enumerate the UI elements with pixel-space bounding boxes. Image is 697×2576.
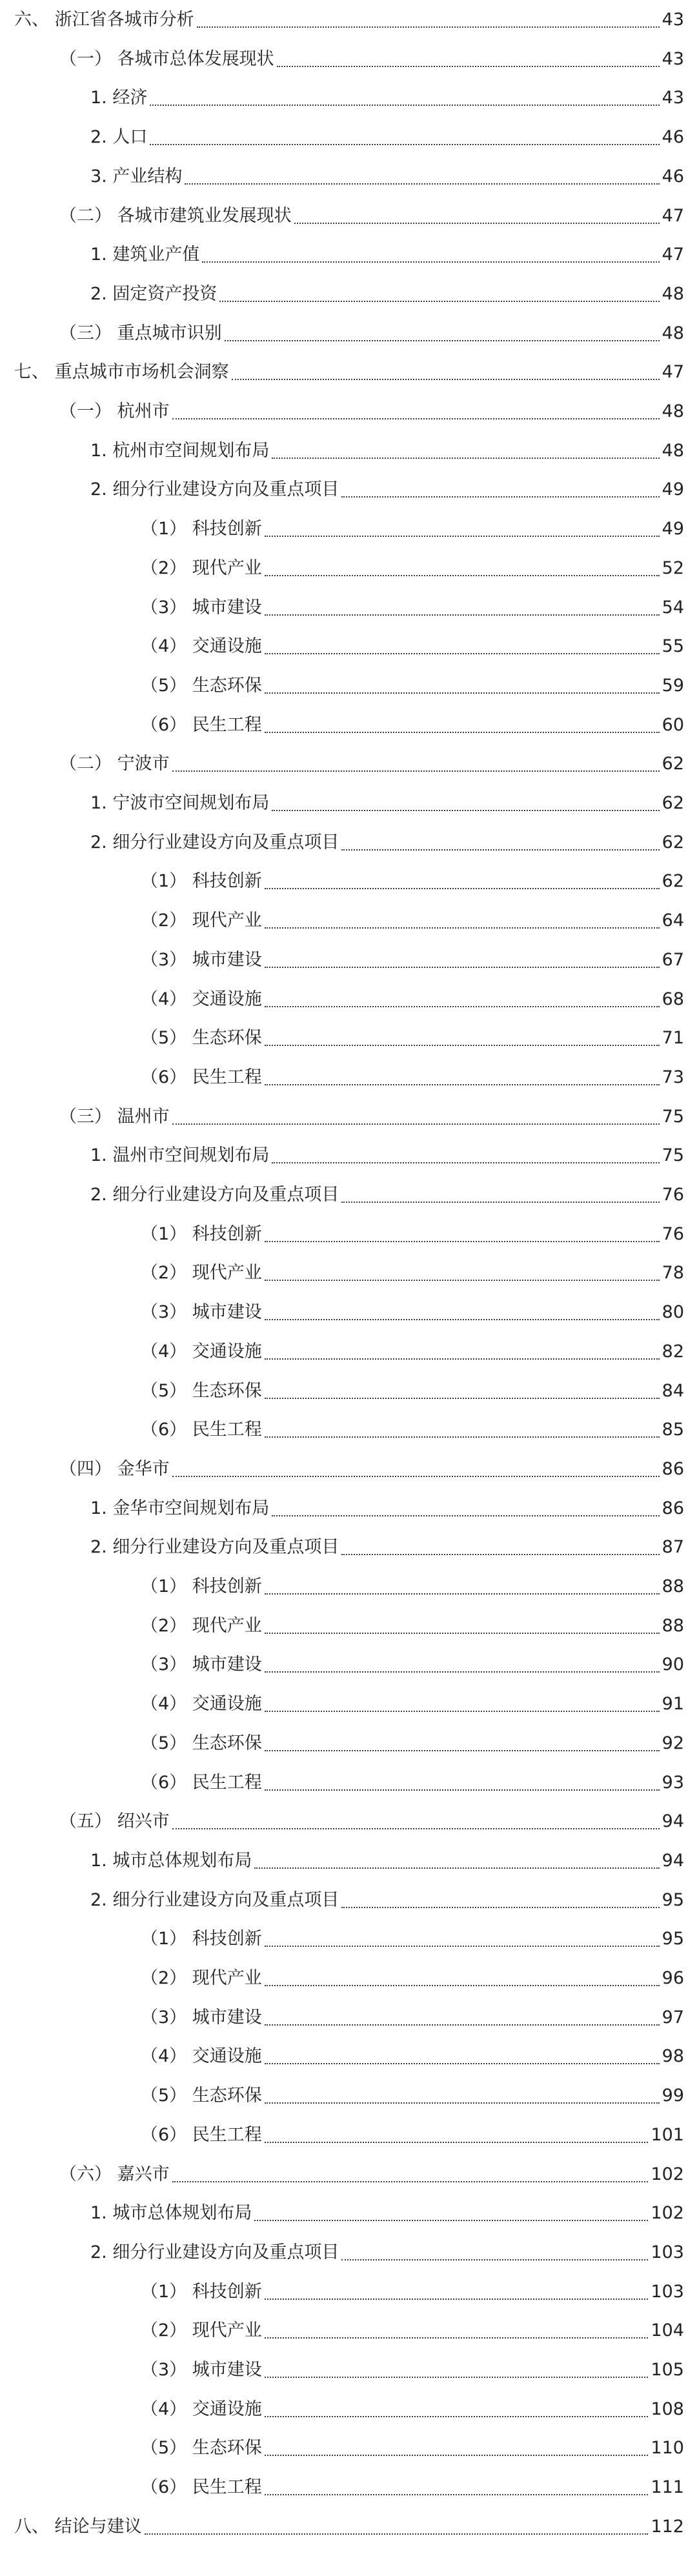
toc-entry-title: （3） 城市建设 bbox=[141, 2360, 262, 2380]
dot-leader bbox=[265, 1398, 660, 1399]
dot-leader bbox=[172, 2181, 649, 2182]
dot-leader bbox=[265, 2102, 660, 2104]
dot-leader bbox=[254, 2220, 648, 2221]
toc-entry-level-4[interactable] bbox=[141, 2077, 684, 2107]
toc-entry-level-4[interactable] bbox=[141, 2430, 684, 2459]
dot-leader bbox=[225, 340, 660, 341]
toc-entry-title: （4） 交通设施 bbox=[141, 989, 262, 1009]
toc-entry-title: （1） 科技创新 bbox=[141, 1224, 262, 1244]
toc-entry-page-number: 94 bbox=[662, 1851, 684, 1871]
dot-leader bbox=[172, 770, 660, 772]
dot-leader bbox=[265, 1671, 660, 1673]
toc-entry-page-number: 78 bbox=[662, 1263, 684, 1283]
toc-entry-page-number: 60 bbox=[662, 715, 684, 735]
dot-leader bbox=[265, 2337, 649, 2339]
toc-entry-level-4[interactable] bbox=[141, 1373, 684, 1402]
toc-entry-title: （4） 交通设施 bbox=[141, 2046, 262, 2066]
toc-entry-level-2[interactable] bbox=[59, 41, 684, 70]
toc-entry-page-number: 48 bbox=[662, 401, 684, 421]
toc-entry-title: 1. 经济 bbox=[90, 88, 148, 108]
dot-leader bbox=[172, 418, 660, 419]
dot-leader bbox=[265, 575, 660, 576]
dot-leader bbox=[265, 2024, 660, 2026]
toc-entry-title: （5） 生态环保 bbox=[141, 1381, 262, 1401]
toc-entry-page-number: 110 bbox=[651, 2438, 684, 2458]
toc-entry-level-2[interactable] bbox=[59, 2156, 684, 2186]
dot-leader bbox=[265, 967, 660, 968]
dot-leader bbox=[265, 1241, 660, 1242]
toc-entry-title: （2） 现代产业 bbox=[141, 558, 262, 578]
toc-entry-level-3[interactable] bbox=[90, 158, 684, 188]
toc-entry-page-number: 59 bbox=[662, 676, 684, 696]
dot-leader bbox=[265, 1006, 660, 1007]
toc-entry-title: （6） 民生工程 bbox=[141, 2477, 262, 2497]
toc-entry-page-number: 48 bbox=[662, 441, 684, 461]
toc-entry-title: （6） 民生工程 bbox=[141, 1773, 262, 1793]
dot-leader bbox=[341, 849, 659, 850]
dot-leader bbox=[202, 261, 659, 263]
toc-entry-page-number: 47 bbox=[662, 362, 684, 382]
toc-entry-page-number: 90 bbox=[662, 1655, 684, 1675]
dot-leader bbox=[265, 2416, 649, 2417]
dot-leader bbox=[172, 1828, 660, 1829]
toc-entry-page-number: 91 bbox=[662, 1694, 684, 1714]
toc-entry-page-number: 103 bbox=[651, 2242, 684, 2262]
dot-leader bbox=[265, 1045, 660, 1046]
toc-entry-level-2[interactable] bbox=[59, 393, 684, 423]
toc-entry-page-number: 68 bbox=[662, 989, 684, 1009]
toc-entry-level-4[interactable] bbox=[141, 1294, 684, 1323]
toc-entry-title: 2. 细分行业建设方向及重点项目 bbox=[90, 1185, 339, 1205]
toc-entry-page-number: 102 bbox=[651, 2164, 684, 2184]
toc-entry-page-number: 96 bbox=[662, 1968, 684, 1988]
toc-entry-title: （二） 宁波市 bbox=[59, 754, 170, 774]
dot-leader bbox=[341, 1907, 659, 1908]
toc-entry-level-4[interactable] bbox=[141, 628, 684, 658]
dot-leader bbox=[265, 1750, 660, 1751]
toc-entry-title: （6） 民生工程 bbox=[141, 1067, 262, 1087]
toc-entry-level-4[interactable] bbox=[141, 1960, 684, 1989]
dot-leader bbox=[150, 105, 659, 106]
toc-entry-page-number: 80 bbox=[662, 1302, 684, 1322]
toc-entry-level-4[interactable] bbox=[141, 2351, 684, 2381]
toc-entry-level-1[interactable] bbox=[14, 1, 684, 31]
toc-entry-page-number: 52 bbox=[662, 558, 684, 578]
toc-entry-page-number: 104 bbox=[651, 2320, 684, 2340]
toc-entry-level-1[interactable] bbox=[14, 354, 684, 383]
toc-entry-page-number: 93 bbox=[662, 1773, 684, 1793]
toc-entry-page-number: 88 bbox=[662, 1616, 684, 1636]
toc-entry-page-number: 55 bbox=[662, 636, 684, 656]
toc-entry-level-4[interactable] bbox=[141, 1254, 684, 1284]
toc-entry-level-3[interactable] bbox=[90, 236, 684, 266]
dot-leader bbox=[265, 2142, 649, 2143]
toc-entry-page-number: 64 bbox=[662, 911, 684, 931]
toc-entry-page-number: 54 bbox=[662, 598, 684, 618]
toc-entry-page-number: 99 bbox=[662, 2086, 684, 2106]
toc-entry-level-4[interactable] bbox=[141, 981, 684, 1011]
toc-entry-page-number: 49 bbox=[662, 479, 684, 499]
toc-entry-level-4[interactable] bbox=[141, 941, 684, 971]
dot-leader bbox=[272, 458, 659, 459]
dot-leader bbox=[265, 1711, 660, 1712]
dot-leader bbox=[219, 301, 659, 302]
toc-entry-page-number: 92 bbox=[662, 1733, 684, 1753]
toc-entry-page-number: 48 bbox=[662, 284, 684, 304]
dot-leader bbox=[265, 2299, 649, 2300]
toc-entry-title: （5） 生态环保 bbox=[141, 1733, 262, 1753]
toc-entry-title: （1） 科技创新 bbox=[141, 871, 262, 891]
toc-entry-title: （5） 生态环保 bbox=[141, 2438, 262, 2458]
toc-entry-page-number: 47 bbox=[662, 206, 684, 226]
dot-leader bbox=[272, 810, 659, 811]
dot-leader bbox=[232, 379, 660, 380]
toc-entry-level-4[interactable] bbox=[141, 1020, 684, 1049]
toc-entry-title: 1. 宁波市空间规划布局 bbox=[90, 793, 270, 813]
dot-leader bbox=[265, 1985, 660, 1986]
toc-entry-title: 1. 城市总体规划布局 bbox=[90, 2203, 252, 2223]
toc-entry-title: 2. 细分行业建设方向及重点项目 bbox=[90, 1890, 339, 1910]
toc-entry-level-3[interactable] bbox=[90, 432, 684, 462]
toc-entry-title: （一） 各城市总体发展现状 bbox=[59, 49, 274, 69]
toc-entry-title: （1） 科技创新 bbox=[141, 2282, 262, 2302]
dot-leader bbox=[172, 1123, 660, 1125]
toc-entry-level-4[interactable] bbox=[141, 1411, 684, 1441]
dot-leader bbox=[265, 692, 660, 694]
toc-entry-title: （3） 城市建设 bbox=[141, 1655, 262, 1675]
toc-entry-page-number: 82 bbox=[662, 1342, 684, 1362]
toc-entry-page-number: 105 bbox=[651, 2360, 684, 2380]
toc-entry-page-number: 46 bbox=[662, 127, 684, 147]
toc-entry-page-number: 43 bbox=[662, 88, 684, 108]
toc-entry-title: （三） 重点城市识别 bbox=[59, 323, 222, 343]
toc-entry-level-4[interactable] bbox=[141, 1216, 684, 1245]
toc-entry-title: （4） 交通设施 bbox=[141, 1342, 262, 1362]
dot-leader bbox=[265, 1633, 660, 1634]
toc-entry-title: （六） 嘉兴市 bbox=[59, 2164, 170, 2184]
toc-entry-title: 1. 建筑业产值 bbox=[90, 245, 200, 265]
toc-entry-page-number: 86 bbox=[662, 1459, 684, 1479]
toc-entry-title: （三） 温州市 bbox=[59, 1107, 170, 1127]
toc-entry-level-4[interactable] bbox=[141, 1764, 684, 1794]
dot-leader bbox=[265, 2455, 649, 2456]
toc-entry-level-3[interactable] bbox=[90, 1176, 684, 1206]
dot-leader bbox=[265, 536, 660, 537]
toc-entry-page-number: 62 bbox=[662, 754, 684, 774]
toc-entry-level-4[interactable] bbox=[141, 1607, 684, 1637]
dot-leader bbox=[341, 496, 659, 498]
dot-leader bbox=[265, 732, 660, 733]
toc-entry-title: （四） 金华市 bbox=[59, 1459, 170, 1479]
toc-entry-level-3[interactable] bbox=[90, 824, 684, 854]
dot-leader bbox=[265, 2063, 660, 2064]
dot-leader bbox=[197, 26, 660, 28]
toc-entry-level-4[interactable] bbox=[141, 589, 684, 619]
dot-leader bbox=[265, 614, 660, 616]
toc-entry-level-4[interactable] bbox=[141, 2312, 684, 2342]
toc-entry-title: 2. 细分行业建设方向及重点项目 bbox=[90, 2242, 339, 2262]
toc-entry-level-2[interactable] bbox=[59, 315, 684, 345]
dot-leader bbox=[277, 66, 660, 67]
toc-entry-level-4[interactable] bbox=[141, 2038, 684, 2068]
toc-entry-level-2[interactable] bbox=[59, 1803, 684, 1833]
toc-entry-page-number: 48 bbox=[662, 323, 684, 343]
toc-entry-page-number: 111 bbox=[651, 2477, 684, 2497]
dot-leader bbox=[265, 888, 660, 889]
toc-entry-title: （一） 杭州市 bbox=[59, 401, 170, 421]
dot-leader bbox=[272, 1515, 659, 1516]
dot-leader bbox=[172, 1476, 660, 1477]
toc-entry-level-4[interactable] bbox=[141, 667, 684, 697]
dot-leader bbox=[341, 1202, 659, 1203]
dot-leader bbox=[265, 1593, 660, 1595]
toc-entry-title: 1. 金华市空间规划布局 bbox=[90, 1498, 270, 1518]
toc-entry-title: 2. 细分行业建设方向及重点项目 bbox=[90, 832, 339, 852]
toc-entry-level-3[interactable] bbox=[90, 1882, 684, 1911]
dot-leader bbox=[150, 144, 659, 145]
toc-entry-title: （2） 现代产业 bbox=[141, 1263, 262, 1283]
toc-entry-level-2[interactable] bbox=[59, 1451, 684, 1480]
toc-entry-page-number: 76 bbox=[662, 1185, 684, 1205]
toc-entry-title: （3） 城市建设 bbox=[141, 950, 262, 970]
toc-entry-level-4[interactable] bbox=[141, 707, 684, 736]
toc-entry-level-4[interactable] bbox=[141, 1568, 684, 1598]
dot-leader bbox=[265, 2377, 649, 2378]
toc-entry-page-number: 97 bbox=[662, 2007, 684, 2028]
toc-entry-level-4[interactable] bbox=[141, 1333, 684, 1363]
dot-leader bbox=[265, 927, 660, 929]
toc-entry-level-4[interactable] bbox=[141, 1920, 684, 1950]
toc-entry-level-3[interactable] bbox=[90, 119, 684, 148]
toc-entry-title: （1） 科技创新 bbox=[141, 1929, 262, 1949]
toc-entry-page-number: 62 bbox=[662, 871, 684, 891]
toc-entry-title: （2） 现代产业 bbox=[141, 911, 262, 931]
toc-entry-title: 六、 浙江省各城市分析 bbox=[14, 10, 194, 30]
toc-entry-level-4[interactable] bbox=[141, 2469, 684, 2499]
toc-entry-title: 八、 结论与建议 bbox=[14, 2517, 142, 2537]
toc-entry-title: 1. 温州市空间规划布局 bbox=[90, 1145, 270, 1165]
toc-entry-page-number: 84 bbox=[662, 1381, 684, 1401]
toc-entry-title: 1. 杭州市空间规划布局 bbox=[90, 441, 270, 461]
dot-leader bbox=[265, 1358, 660, 1360]
toc-entry-title: （2） 现代产业 bbox=[141, 2320, 262, 2340]
toc-entry-page-number: 43 bbox=[662, 10, 684, 30]
toc-entry-page-number: 103 bbox=[651, 2282, 684, 2302]
dot-leader bbox=[272, 1162, 659, 1163]
toc-entry-title: （4） 交通设施 bbox=[141, 1694, 262, 1714]
toc-entry-level-4[interactable] bbox=[141, 1059, 684, 1089]
toc-entry-title: （2） 现代产业 bbox=[141, 1968, 262, 1988]
toc-entry-level-4[interactable] bbox=[141, 1725, 684, 1755]
toc-entry-level-4[interactable] bbox=[141, 2391, 684, 2420]
toc-entry-title: （5） 生态环保 bbox=[141, 1028, 262, 1048]
toc-entry-title: 2. 人口 bbox=[90, 127, 148, 147]
dot-leader bbox=[265, 1280, 660, 1281]
toc-entry-level-4[interactable] bbox=[141, 510, 684, 540]
toc-entry-page-number: 76 bbox=[662, 1224, 684, 1244]
toc-entry-title: 2. 细分行业建设方向及重点项目 bbox=[90, 1537, 339, 1557]
dot-leader bbox=[265, 2494, 649, 2495]
toc-entry-level-3[interactable] bbox=[90, 785, 684, 814]
toc-entry-page-number: 71 bbox=[662, 1028, 684, 1048]
toc-entry-page-number: 87 bbox=[662, 1537, 684, 1557]
toc-entry-page-number: 62 bbox=[662, 832, 684, 852]
toc-entry-title: （3） 城市建设 bbox=[141, 1302, 262, 1322]
toc-entry-page-number: 43 bbox=[662, 49, 684, 69]
toc-entry-level-2[interactable] bbox=[59, 1098, 684, 1128]
toc-entry-level-4[interactable] bbox=[141, 1999, 684, 2029]
toc-entry-level-4[interactable] bbox=[141, 1646, 684, 1676]
dot-leader bbox=[145, 2533, 649, 2535]
toc-entry-title: （5） 生态环保 bbox=[141, 2086, 262, 2106]
toc-entry-page-number: 95 bbox=[662, 1929, 684, 1949]
toc-entry-page-number: 95 bbox=[662, 1890, 684, 1910]
toc-entry-level-4[interactable] bbox=[141, 863, 684, 892]
dot-leader bbox=[341, 1554, 659, 1555]
dot-leader bbox=[185, 183, 659, 185]
toc-entry-title: （6） 民生工程 bbox=[141, 715, 262, 735]
toc-entry-page-number: 98 bbox=[662, 2046, 684, 2066]
toc-entry-level-3[interactable] bbox=[90, 1490, 684, 1520]
toc-entry-level-3[interactable] bbox=[90, 471, 684, 501]
dot-leader bbox=[341, 2259, 648, 2260]
toc-entry-page-number: 75 bbox=[662, 1145, 684, 1165]
toc-entry-level-3[interactable] bbox=[90, 1529, 684, 1558]
toc-entry-page-number: 108 bbox=[651, 2399, 684, 2419]
toc-entry-page-number: 47 bbox=[662, 245, 684, 265]
toc-entry-level-3[interactable] bbox=[90, 276, 684, 305]
toc-entry-level-3[interactable] bbox=[90, 2234, 684, 2264]
toc-entry-level-2[interactable] bbox=[59, 745, 684, 775]
toc-entry-title: （5） 生态环保 bbox=[141, 676, 262, 696]
toc-entry-title: （3） 城市建设 bbox=[141, 2007, 262, 2028]
toc-entry-title: （1） 科技创新 bbox=[141, 1576, 262, 1596]
toc-entry-title: 七、 重点城市市场机会洞察 bbox=[14, 362, 229, 382]
dot-leader bbox=[294, 223, 660, 224]
toc-entry-level-3[interactable] bbox=[90, 1842, 684, 1872]
toc-entry-level-3[interactable] bbox=[90, 79, 684, 109]
dot-leader bbox=[265, 1436, 660, 1438]
toc-entry-page-number: 112 bbox=[651, 2517, 684, 2537]
dot-leader bbox=[265, 653, 660, 654]
toc-entry-page-number: 73 bbox=[662, 1067, 684, 1087]
toc-entry-page-number: 62 bbox=[662, 793, 684, 813]
toc-entry-page-number: 67 bbox=[662, 950, 684, 970]
toc-entry-title: （4） 交通设施 bbox=[141, 2399, 262, 2419]
dot-leader bbox=[265, 1319, 660, 1320]
toc-entry-title: 2. 固定资产投资 bbox=[90, 284, 217, 304]
toc-entry-title: （1） 科技创新 bbox=[141, 519, 262, 539]
toc-entry-title: （五） 绍兴市 bbox=[59, 1811, 170, 1831]
toc-entry-page-number: 85 bbox=[662, 1420, 684, 1440]
toc-entry-title: 3. 产业结构 bbox=[90, 166, 183, 186]
toc-entry-title: （二） 各城市建筑业发展现状 bbox=[59, 206, 292, 226]
toc-entry-page-number: 75 bbox=[662, 1107, 684, 1127]
toc-entry-page-number: 94 bbox=[662, 1811, 684, 1831]
toc-entry-level-4[interactable] bbox=[141, 2273, 684, 2303]
toc-entry-level-2[interactable] bbox=[59, 197, 684, 227]
toc-entry-page-number: 86 bbox=[662, 1498, 684, 1518]
dot-leader bbox=[265, 1789, 660, 1791]
toc-entry-level-3[interactable] bbox=[90, 2195, 684, 2224]
toc-entry-level-1[interactable] bbox=[14, 2508, 684, 2538]
toc-entry-title: （6） 民生工程 bbox=[141, 2125, 262, 2145]
toc-entry-title: 2. 细分行业建设方向及重点项目 bbox=[90, 479, 339, 499]
toc-entry-title: （4） 交通设施 bbox=[141, 636, 262, 656]
toc-entry-level-4[interactable] bbox=[141, 1685, 684, 1715]
toc-entry-page-number: 101 bbox=[651, 2125, 684, 2145]
toc-entry-page-number: 49 bbox=[662, 519, 684, 539]
toc-entry-page-number: 102 bbox=[651, 2203, 684, 2223]
toc-entry-page-number: 88 bbox=[662, 1576, 684, 1596]
toc-entry-title: 1. 城市总体规划布局 bbox=[90, 1851, 252, 1871]
toc-entry-page-number: 46 bbox=[662, 166, 684, 186]
toc-entry-level-4[interactable] bbox=[141, 2117, 684, 2146]
toc-entry-title: （2） 现代产业 bbox=[141, 1616, 262, 1636]
dot-leader bbox=[265, 1084, 660, 1085]
toc-entry-title: （3） 城市建设 bbox=[141, 598, 262, 618]
dot-leader bbox=[265, 1946, 660, 1947]
toc-entry-title: （6） 民生工程 bbox=[141, 1420, 262, 1440]
toc-entry-level-3[interactable] bbox=[90, 1137, 684, 1167]
toc-entry-level-4[interactable] bbox=[141, 902, 684, 932]
dot-leader bbox=[254, 1867, 659, 1869]
toc-entry-level-4[interactable] bbox=[141, 550, 684, 579]
